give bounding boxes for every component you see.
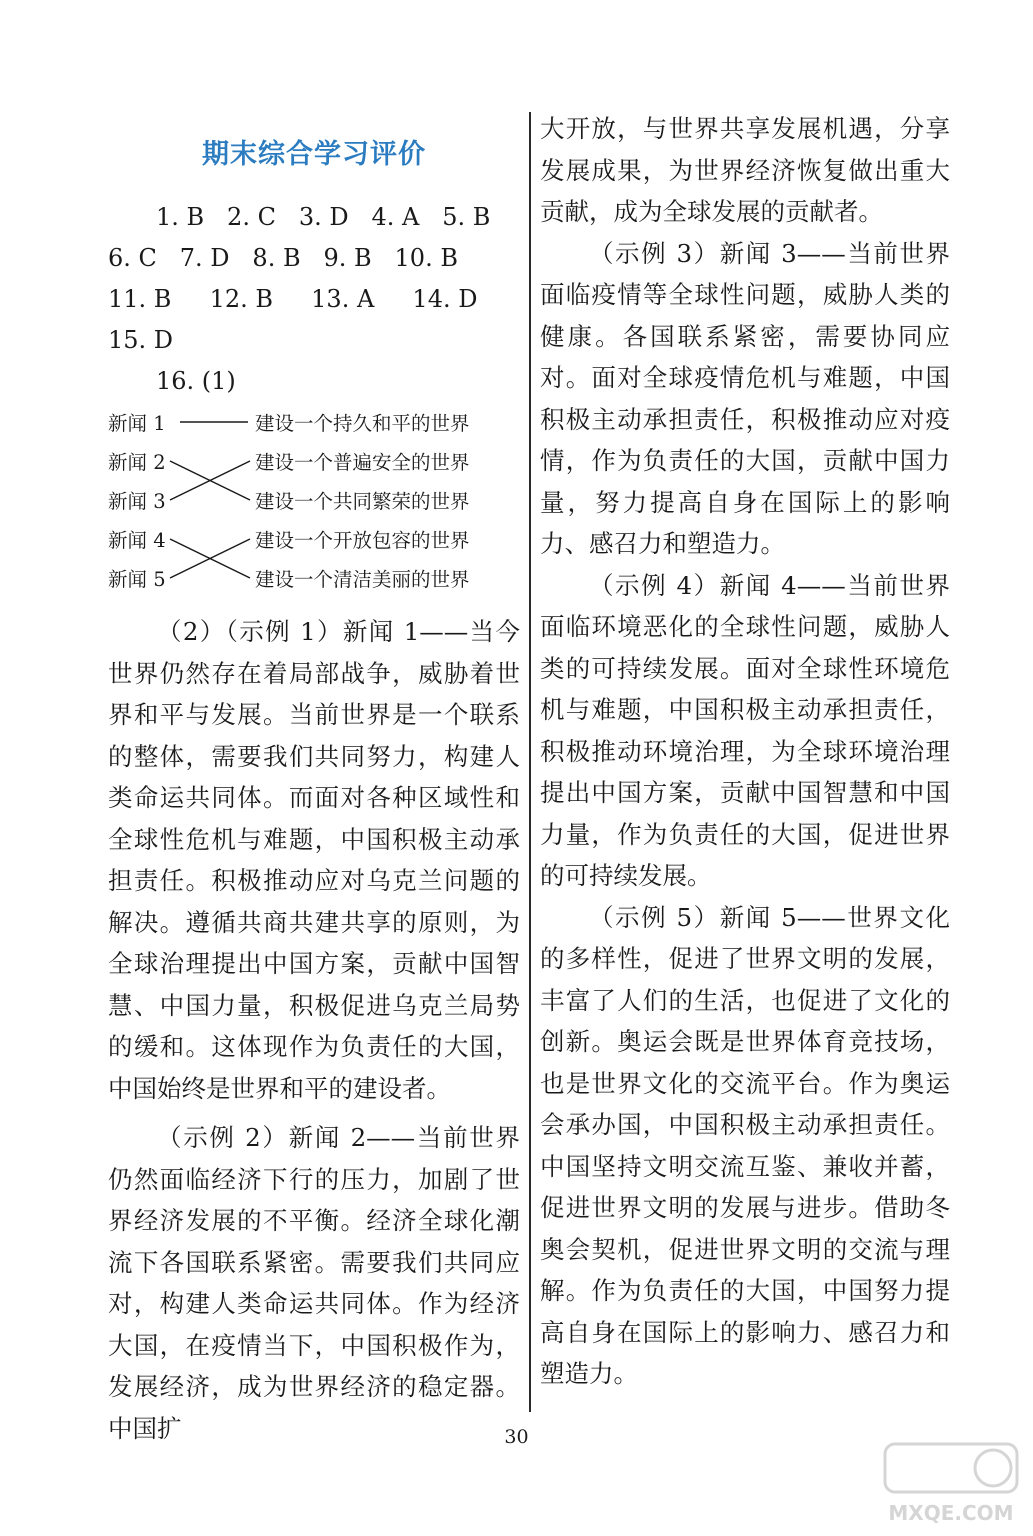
answer-row-3: 11. B 12. B 13. A 14. D (108, 285, 478, 313)
match-right-5: 建设一个清洁美丽的世界 (255, 568, 470, 591)
match-right-4: 建设一个开放包容的世界 (255, 529, 470, 552)
page-number: 30 (504, 1426, 529, 1448)
match-left-3: 新闻 3 (108, 490, 166, 513)
watermark-logo (881, 1438, 1021, 1528)
answer-paragraph: （示例 4）新闻 4——当前世界面临环境恶化的全球性问题，威胁人类的可持续发展。面对全球性环境危机与难题，中国积极主动承担责任，积极推动环境治理，为全球环境治理提出中国方案，贡献中国智慧和中国力量，作为负责任的大国，促进世界的可持续发展。 (540, 570, 950, 890)
answer-paragraph: （示例 2）新闻 2——当前世界仍然面临经济下行的压力，加剧了世界经济发展的不平衡。经济全球化潮流下各国联系紧密。需要我们共同应对，构建人类命运共同体。作为经济大国，在疫情当下，中国积极作为，发展经济，成为世界经济的稳定器。中国扩 (108, 1123, 520, 1443)
answer-paragraph: （示例 3）新闻 3——当前世界面临疫情等全球性问题，威胁人类的健康。各国联系紧密，需要协同应对。面对全球疫情危机与难题，中国积极主动承担责任，积极推动应对疫情，作为负责任的大国，贡献中国力量，努力提高自身在国际上的影响力、感召力和塑造力。 (540, 238, 950, 558)
watermark-text: MXQE.COM (888, 1501, 1014, 1525)
match-left-1: 新闻 1 (108, 412, 166, 435)
match-left-4: 新闻 4 (108, 529, 166, 552)
answer-row-5: 16. (1) (156, 367, 236, 395)
match-left-2: 新闻 2 (108, 451, 166, 474)
answer-row-4: 15. D (108, 326, 174, 354)
matching-diagram (108, 408, 520, 603)
left-column (108, 110, 520, 1449)
right-column (540, 108, 950, 1395)
match-right-3: 建设一个共同繁荣的世界 (255, 490, 470, 513)
answer-row-2: 6. C 7. D 8. B 9. B 10. B (108, 244, 458, 272)
answer-paragraph-continued: 大开放，与世界共享发展机遇，分享发展成果，为世界经济恢复做出重大贡献，成为全球发展的贡献者。 (540, 114, 950, 226)
answer-paragraph: （示例 5）新闻 5——世界文化的多样性，促进了世界文明的发展，丰富了人们的生活，也促进了文化的创新。奥运会既是世界体育竞技场，也是世界文化的交流平台。作为奥运会承办国，中国积极主动承担责任。中国坚持文明交流互鉴、兼收并蓄，促进世界文明的发展与进步。借助冬奥会契机，促进世界文明的交流与理解。作为负责任的大国，中国努力提高自身在国际上的影响力、感召力和塑造力。 (540, 902, 950, 1388)
answer-row-1: 1. B 2. C 3. D 4. A 5. B (156, 203, 491, 231)
match-right-1: 建设一个持久和平的世界 (255, 412, 470, 435)
match-right-2: 建设一个普遍安全的世界 (255, 451, 470, 474)
answer-key (108, 197, 520, 402)
column-divider (529, 112, 531, 1412)
answer-paragraph: （2）（示例 1）新闻 1——当今世界仍然存在着局部战争，威胁着世界和平与发展。当前世界是一个联系的整体，需要我们共同努力，构建人类命运共同体。而面对各种区域性和全球性危机与难题，中国积极主动承担责任。积极推动应对乌克兰问题的解决。遵循共商共建共享的原则，为全球治理提出中国方案，贡献中国智慧、中国力量，积极促进乌克兰局势的缓和。这体现作为负责任的大国，中国始终是世界和平的建设者。 (108, 617, 520, 1103)
page-title: 期末综合学习评价 (202, 139, 426, 170)
match-left-5: 新闻 5 (108, 568, 166, 591)
